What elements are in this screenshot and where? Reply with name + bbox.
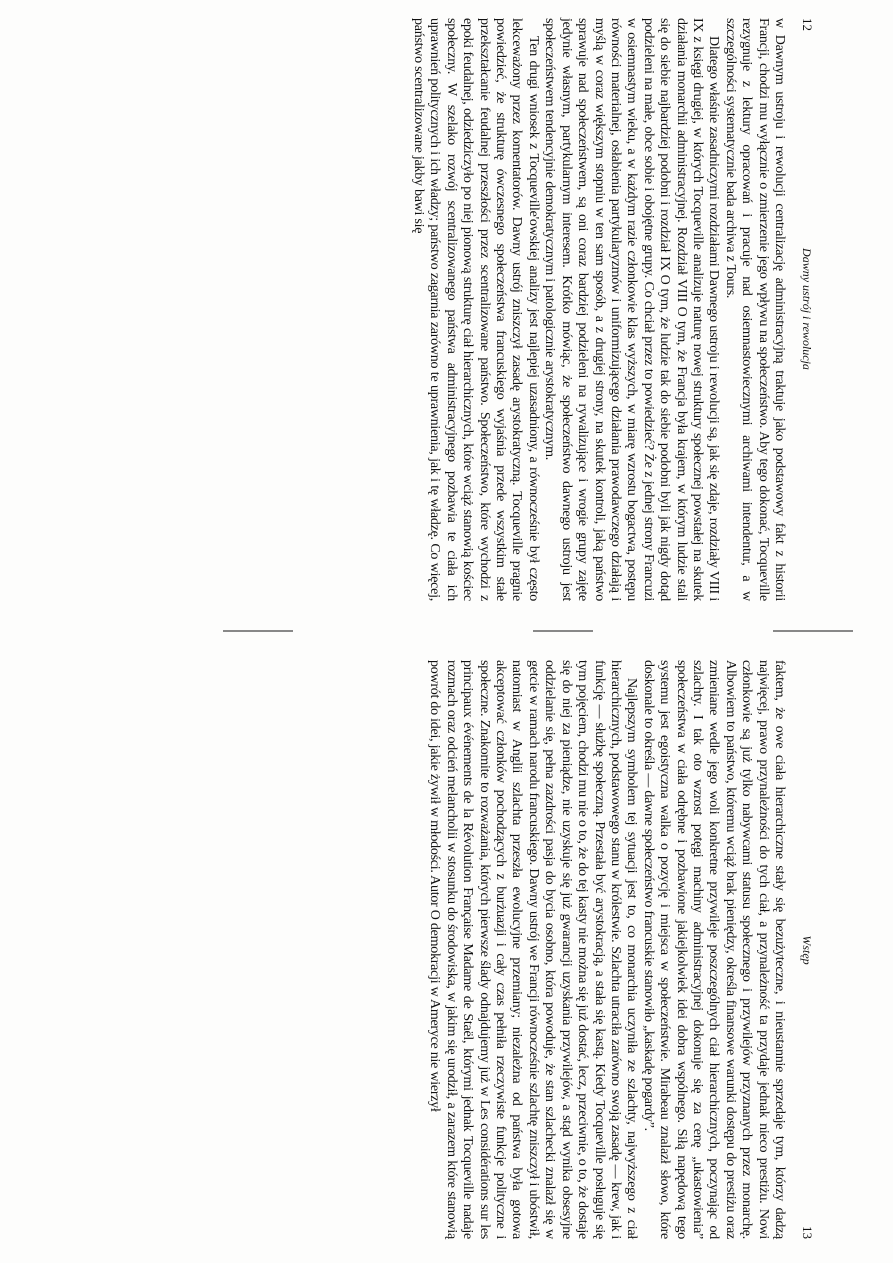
left-page-body [410,18,787,601]
right-page-body [426,660,787,1239]
paragraph: Dlatego właśnie zasadniczymi rozdziałami Dawnego ustroju i rewolucji są, jak się zdaje, rozdziały VIII i IX z księgi drugiej, w których Tocqueville analizuje naturę nowej struktury społecznej powstałej na skutek działania monarchii administracyjnej. Rozdział VIII O tym, że Francja była krajem, w którym ludzie stali się do siebie najbardziej podobni i rozdział IX O tym, że ludzie tak do siebie podobni byli jak nigdy dotąd podzieleni na małe, obce sobie i obojętne grupy. Co chciał przez to powiedzieć? Że z jednej strony Francuzi w osiemnastym wieku, a w każdym razie członkowie klas wyższych, w miarę wzrostu bogactwa, postępu równości materialnej, osłabienia partykularyzmów i uniformizującego działania prawodawczego działają i myślą w coraz większym stopniu w ten sam sposób, a z drugiej strony, na skutek kontroli, jaką państwo sprawuje nad społeczeństwem, są oni coraz bardziej podzieleni na rywalizujące i wrogie grupy zajęte jedynie własnym, partykularnym interesem. Krótko mówiąc, że społeczeństwo dawnego ustroju jest społeczeństwem tendencyjnie demokratycznym i patologicznie arystokratycznym. [542,18,722,601]
paragraph: Najlepszym symbolem tej sytuacji jest to, co monarchia uczyniła ze szlachty, najwyższego z ciał hierarchicznych, podstawowego stanu w królestwie. Szlachta utraciła zarówno swoją zasadę — krew, jak i funkcję — służbę społeczną. Przestała być arystokracją, a stała się kastą. Kiedy Tocqueville posługuje się tym pojęciem, chodzi mu nie o to, że do tej kasty nie można się już dostać, lecz, przeciwnie, o to, że dostaje się do niej za pieniądze, nie uzyskuje się już gwarancji uzyskania przywilejów, a stąd wynika obsesyjne oddzielanie się, pełna zazdrości pasja do bycia osobno, która powoduje, że stan szlachecki znalazł się w getcie w ramach narodu francuskiego. Dawny ustrój we Francji równocześnie szlachtę zniszczył i ubóstwił, natomiast w Anglii szlachta przeszła ewolucyjne przemiany; niezależna od państwa była gotowa akceptować członków pochodzących z burżuazji i cały czas pełniła rzeczywiste funkcje polityczne i społeczne. Znakomite to rozważania, których pierwsze ślady odnajdujemy już w Les considérations sur les principaux événements de la Révolution Française Madame de Staël, którymi jednak Tocqueville nadaje rozmach oraz odcień melancholii w stosunku do środowiska, w jakim się urodził, a zarazem które stanowią powrót do idei, jakie żywił w młodości. Autor O demokracji w Ameryce nie wierzył [427,660,640,1239]
right-page-header [799,660,815,1239]
right-page-number: 13 [800,1225,815,1239]
paragraph: w Dawnym ustroju i rewolucji centralizację administracyjną traktuje jako podstawowy fakt z historii Francji, chodzi mu wyłącznie o zmierzenie jego wpływu na społeczeństwo. Aby tego dokonać, Tocqueville rezygnuje z lektury opracowań i pracuje nad osiemnastowiecznymi archiwami intendentur, a w szczególności systematycznie bada archiwa z Tours. [722,18,787,601]
left-page-number: 12 [800,18,815,31]
right-running-head: Wstęp [800,935,814,965]
right-page [0,632,893,1263]
left-page [0,0,893,631]
left-page-header [799,18,815,601]
paragraph: faktem, że owe ciała hierarchiczne stały się bezużyteczne, i nieustannie sprzedaje tym, którzy dadzą najwięcej, prawo przynależności do tych ciał, a przynależność ta przydaje jednak nieco prestiżu. Nowi członkowie są już tylko nabywcami statusu społecznego i przywilejów przyznanych przez monarchę. Albowiem to państwo, któremu wciąż brak pieniędzy, określa finansowe warunki dostępu do prestiżu oraz zmieniane wedle jego woli konkretne przywileje poszczególnych ciał hierarchicznych, poczynając od szlachty. I tak oto wzrost potęgi machiny administracyjnej dokonuje się za cenę „ukastowienia” społeczeństwa w ciała odrębne i pozbawione jakiejkolwiek idei dobra wspólnego. Siłą napędową tego systemu jest egoistyczna walka o pozycję i miejsca w społeczeństwie. Mirabeau znalazł słowo, które doskonale to określa — dawne społeczeństwo francuskie stanowiło „kaskadę pogardy”. [640,660,787,1239]
left-running-head: Dawny ustrój i rewolucja [800,248,814,370]
paragraph: Ten drugi wniosek z Tocqueville'owskiej analizy jest najlepiej uzasadniony, a równocześnie był często lekceważony przez komentatorów. Dawny ustrój zniszczył zasadę arystokratyczną. Tocqueville pragnie powiedzieć, że strukturę ówczesnego społeczeństwa francuskiego wyjaśnia przede wszystkim stałe przekształcanie feudalnej przeszłości przez scentralizowane państwo. Społeczeństwo, które wychodzi z epoki feudalnej, odziedziczyło po niej pionową strukturę ciał hierarchicznych, które wciąż stanowią kościec społeczny. W szelako rozwój scentralizowanego państwa administracyjnego pozbawia te ciała ich uprawnień politycznych i ich władzy; państwo zagarnia zarówno te uprawnienia, jak i tę władzę. Co więcej, państwo scentralizowane jakby bawi się [411,18,541,601]
